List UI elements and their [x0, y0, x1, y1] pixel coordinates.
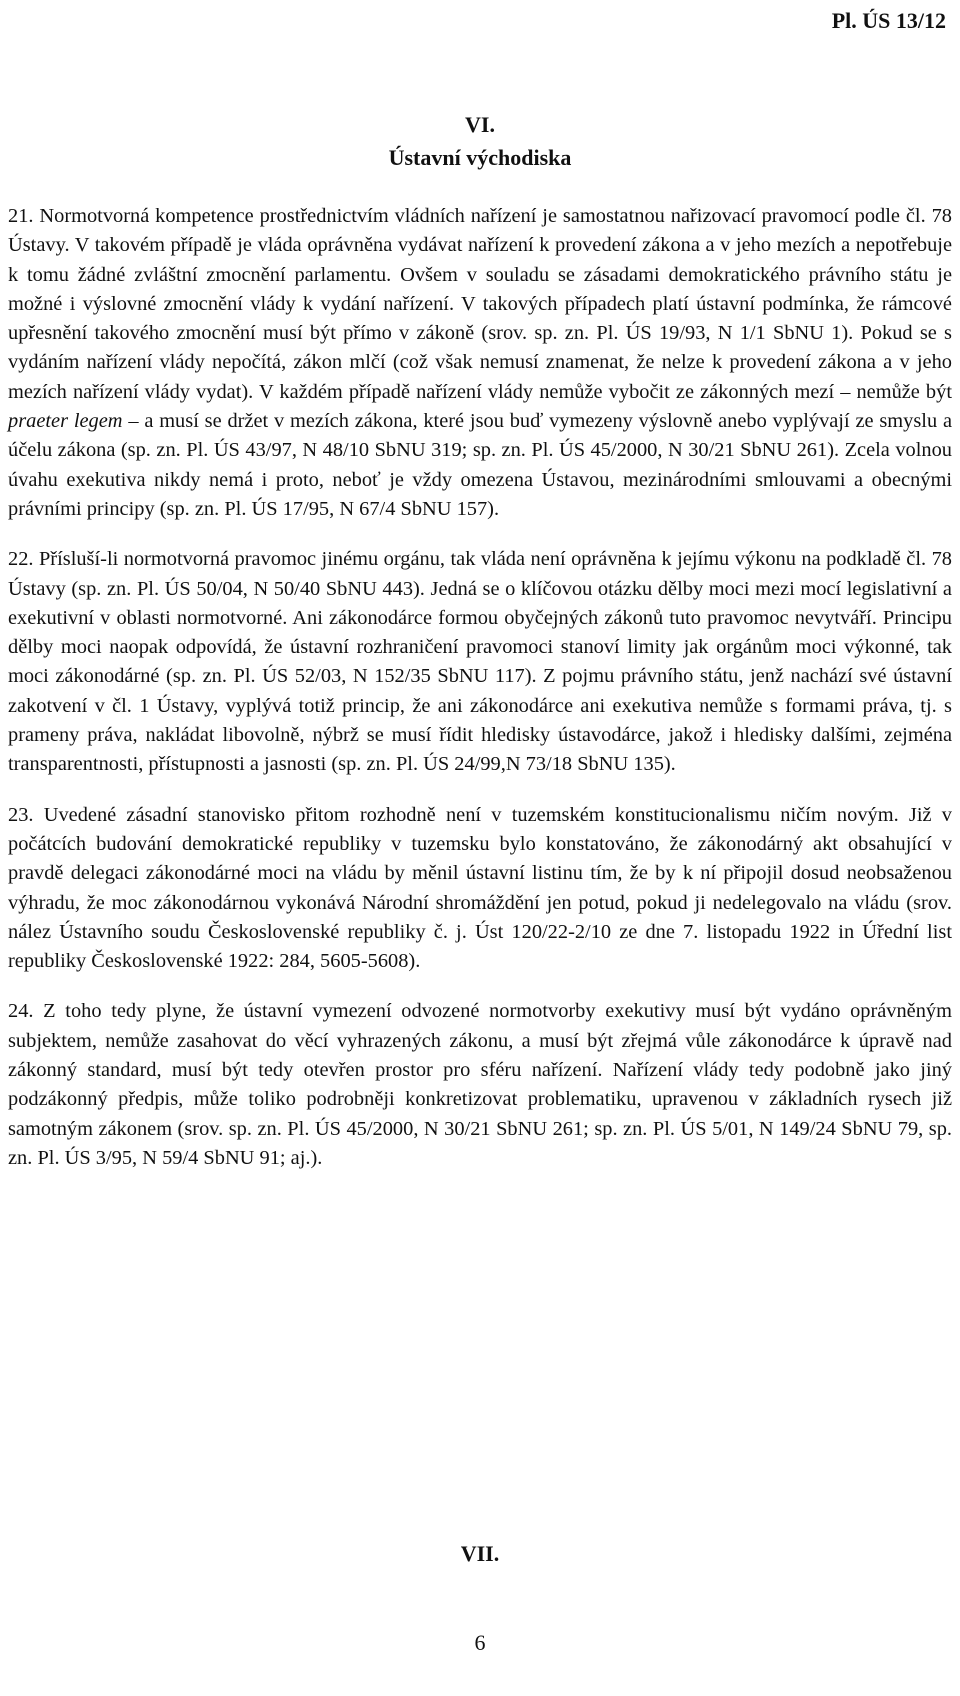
paragraph-23: 23. Uvedené zásadní stanovisko přitom rozhodně není v tuzemském konstitucionalismu ničím novým. Již v počátcích budování demokratické republiky v tuzemsku bylo konstatováno, že zákonodárný akt obsahující v pravdě delegaci zákonodárné moci na vládu by měnil ústavní listinu tím, že by k ní připojil dosud neobsaženou výhradu, že moc zákonodárnou vykonává Národní shromáždění jen potud, pokud ji nedelegovalo na vládu (srov. nález Ústavního soudu Československé republiky č. j. Úst 120/22-2/10 ze dne 7. listopadu 1922 in Úřední list republiky Československé 1922: 284, 5605-5608).: [8, 803, 952, 973]
case-reference: Pl. ÚS 13/12: [831, 8, 946, 33]
next-section-number: VII.: [460, 1541, 500, 1566]
body-text: [8, 202, 952, 1194]
section-number: VI.: [465, 112, 495, 137]
section-title: Ústavní východiska: [388, 145, 572, 170]
paragraph-24: 24. Z toho tedy plyne, že ústavní vymezení odvozené normotvorby exekutivy musí být vydáno oprávněným subjektem, nemůže zasahovat do věcí vyhrazených zákonu, a musí být zřejmá vůle zákonodárce k úpravě nad zákonný standard, musí být tedy otevřen prostor pro sféru nařízení. Nařízení vlády tedy podobně jako jiný podzákonný předpis, může toliko podrobněji konkretizovat problematiku, upravenou v základních rysech již samotným zákonem (srov. sp. zn. Pl. ÚS 45/2000, N 30/21 SbNU 261; sp. zn. Pl. ÚS 5/01, N 149/24 SbNU 79, sp. zn. Pl. ÚS 3/95, N 59/4 SbNU 91; aj.).: [8, 1000, 952, 1169]
paragraph-21-text-b: – a musí se držet v mezích zákona, které jsou buď vymezeny výslovně anebo vyplývají ze smyslu a účelu zákona (sp. zn. Pl. ÚS 43/97, N 48/10 SbNU 319; sp. zn. Pl. ÚS 45/2000, N 30/21 SbNU 261). Zcela volnou úvahu exekutiva nikdy nemá i proto, neboť je vždy omezena Ústavou, mezinárodními smlouvami a obecnými právními principy (sp. zn. Pl. ÚS 17/95, N 67/4 SbNU 157).: [8, 410, 953, 520]
paragraph-21-italic: praeter legem: [8, 410, 123, 433]
paragraph-21: [8, 202, 952, 524]
page-number: 6: [474, 1630, 486, 1655]
paragraph-21-text-a: 21. Normotvorná kompetence prostřednictvím vládních nařízení je samostatnou nařizovací pravomocí podle čl. 78 Ústavy. V takovém případě je vláda oprávněna vydávat nařízení k provedení zákona a v jeho mezích a nepotřebuje k tomu žádné zvláštní zmocnění parlamentu. Ovšem v souladu se zásadami demokratického právního státu je možné i výslovné zmocnění vlády k vydání nařízení. V takových případech platí ústavní podmínka, že rámcové upřesnění takového zmocnění musí být přímo v zákoně (srov. sp. zn. Pl. ÚS 19/93, N 1/1 SbNU 1). Pokud se s vydáním nařízení vlády nepočítá, zákon mlčí (což však nemusí znamenat, že nelze k provedení zákona a v jeho mezích nařízení vlády vydat). V každém případě nařízení vlády nemůže vybočit ze zákonných mezí – nemůže být: [8, 205, 952, 403]
paragraph-22: 22. Přísluší-li normotvorná pravomoc jinému orgánu, tak vláda není oprávněna k jejímu výkonu na podkladě čl. 78 Ústavy (sp. zn. Pl. ÚS 50/04, N 50/40 SbNU 443). Jedná se o klíčovou otázku dělby moci mezi mocí legislativní a exekutivní v oblasti normotvorné. Ani zákonodárce formou obyčejných zákonů tuto pravomoc nevytváří. Principu dělby moci naopak odpovídá, že ústavní rozhraničení pravomoci stanoví limity jak orgánům moci výkonné, tak moci zákonodárné (sp. zn. Pl. ÚS 52/03, N 152/35 SbNU 117). Z pojmu právního státu, jenž nachází své ústavní zakotvení v čl. 1 Ústavy, vyplývá totiž princip, že ani zákonodárce ani exekutiva nemůže s formami práva, tj. s prameny práva, nakládat libovolně, nýbrž se musí řídit hledisky ústavodárce, jakož i hledisky dalšími, zejména transparentnosti, přístupnosti a jasnosti (sp. zn. Pl. ÚS 24/99,N 73/18 SbNU 135).: [8, 548, 952, 776]
